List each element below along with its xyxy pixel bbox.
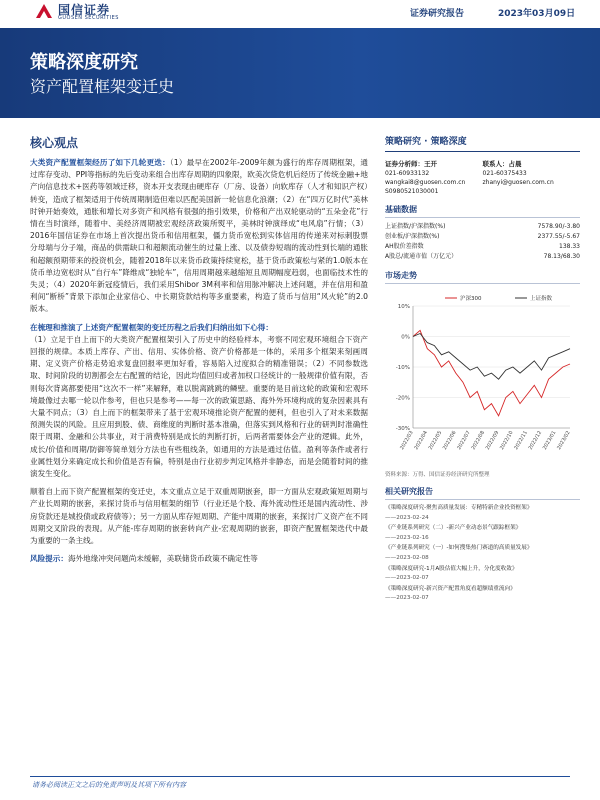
related-report-date: ——2023-02-24 [385,514,429,521]
x-tick-label: 2023/02 [556,430,572,451]
x-tick-label: 2022/04 [413,430,430,451]
base-data-table [385,222,580,262]
base-data-row [385,232,580,242]
report-title: 策略深度研究 [30,52,138,73]
base-data-row [385,242,580,252]
report-type: 证券研究报告 [410,9,465,19]
analysts [385,160,580,196]
base-data-label: 上证指数/沪深指数(%) [385,223,446,230]
y-tick-label: 0% [401,334,410,341]
x-tick-label: 2022/05 [427,430,444,451]
related-report-link[interactable]: 《产业链系列研究（二）-新兴产业动态景气跟踪框架》 [385,525,522,532]
legend-label: 上证指数 [530,296,553,302]
logo-text-en: GUOSEN SECURITIES [58,15,119,21]
analyst-1-name: 王开 [424,160,437,168]
paragraph-1-lead: 大类资产配置框架经历了如下几轮更迭： [30,158,170,167]
paragraph-2-lead: 在梳理和推演了上述资产配置框架的变迁历程之后我们归纳出如下心得： [30,322,273,332]
x-tick-label: 2022/06 [441,430,458,451]
analyst-2 [483,160,581,196]
x-tick-label: 2022/11 [513,430,529,451]
logo-text: 国信证券 [58,3,111,17]
related-report-link[interactable]: 《策略深度研究-聚焦高质量发展：专精特新企业投资框架》 [385,505,533,511]
base-data-row [385,252,580,262]
base-data-value: 7578.90/-3.80 [537,223,580,230]
related-report-date: ——2023-02-16 [385,534,429,541]
related-report-date: ——2023-02-07 [385,595,429,602]
sidebar-heading: 策略研究 · 策略深度 [385,134,580,152]
main-content [30,134,368,566]
trend-chart-svg [385,288,580,468]
core-views-heading: 核心观点 [30,136,79,150]
x-tick-label: 2022/03 [399,430,415,451]
x-tick-label: 2022/08 [470,430,487,451]
title-banner [0,28,600,118]
base-data-value: 78.13/68.30 [543,253,580,260]
paragraph-1 [30,157,368,316]
y-tick-label: -20% [395,395,410,402]
base-data-label: 创业板/沪深指数(%) [385,233,440,240]
analyst-1-cert: S0980521030001 [385,188,439,195]
base-data-label: AH股价差指数 [385,243,424,250]
x-tick-label: 2022/07 [456,430,472,451]
related-report-link[interactable]: 《产业链系列研究（一）-如何搜集热门赛道的高质量发展》 [385,545,533,552]
analyst-1 [385,160,483,196]
market-trend-title: 市场走势 [385,270,580,284]
related-report-date: ——2023-02-08 [385,554,429,561]
related-reports-list [385,504,580,603]
sidebar [385,134,580,605]
x-tick-label: 2022/09 [484,430,501,451]
x-tick-label: 2022/12 [527,430,544,451]
report-subtitle: 资产配置框架变迁史 [30,77,175,96]
analyst-1-email[interactable]: wangkai8@guosen.com.cn [385,179,466,186]
analyst-2-name: 占晨 [508,160,522,168]
paragraph-2-body: （1）立足于自上而下的大类资产配置框架引入了历史中的经验样本，考察不同宏观环境组合下资产回报的规律。本质上库存、产出、信用、实体价格、资产价格都是一体的，采用多个框架来刻画周期、定义资产价格走势追求复盘回报率更加好看，容易陷入过度拟合的精准错误；（2）不同参数选取、时间阶段的切割都会左右配置的结论，因此均值回归或者加权口径统计的一般规律价值有限，否则每次背离都要使用“这次不一样”来解释，难以脱离跳跳的鳞壁。重要的是目前这轮的政策和宏观环境最像过去哪一轮以作参考，但也只是参考——每一次的政策思路、海外外环境构成的复杂因素具有大量不同点；（3）自上而下的框架带来了基于宏观环境推论资产配置的便利，但也引入了对未来数据预测失误的风险。且应用到股、债、商维度的判断时基本准确，但落实到风格和行业的研判时准确性限于周期、金融和公共事业，对于消费特别是成长的判断打折，后两者需要体会产业的逻辑。此外，成长/价值和周期/防御等简单划分方法也有些粗线条，如通用的方法是通过估值。盈利等条件或者行业属性划分来确定成长和价值是否有偏，特别是由行业初步判定风格并非静态，而是会随着时间的推演发生变化。 [30,334,368,479]
analyst-2-email[interactable]: zhanyi@guosen.com.cn [482,179,554,186]
market-trend-chart [385,288,580,468]
analyst-1-role: 证券分析师： [385,160,424,168]
analyst-2-role: 联系人： [482,160,509,168]
y-tick-label: 10% [397,304,410,310]
footer-divider [30,776,570,777]
legend-label: 沪深300 [460,296,482,302]
paragraph-2 [30,322,368,481]
base-data-label: A股总/流通市值（万亿元） [385,253,458,260]
footer-disclaimer: 请务必阅读正文之后的免责声明及其项下所有内容 [32,781,186,789]
analyst-1-phone: 021-60933132 [385,170,430,177]
y-tick-label: -10% [395,365,410,371]
related-report-link[interactable]: 《策略深度研究-新兴资产配置角度看超额绩重流向》 [385,585,516,592]
base-data-row [385,222,580,232]
top-bar [0,0,600,28]
report-date: 2023年03月09日 [498,9,576,19]
x-tick-label: 2023/01 [541,430,558,451]
base-data-value: 138.33 [559,243,580,250]
series-line-1 [413,334,570,380]
paragraph-3: 顺着自上而下资产配置框架的变迁史，本文重点立足于双重周期嵌套，即一方面从宏观政策短周期与产业长周期的嵌套，来探讨货币与信用框架的细节（行业还是个股、海外流动性还是国内流动性、涉房贷款还是城投债或政府债等）；另一方面从库存短周期、产能中周期的嵌套，来探讨广义资产在不同周期交叉阶段的表现。从产能-库存周期的嵌套转向产业-宏观周期的嵌套，即资产配置框架迭代中最为重要的一条主线。 [30,487,368,546]
chart-source: 资料来源：万得、国信证券经济研究所整理 [385,472,490,478]
logo-mark-icon [34,2,54,20]
related-report-link[interactable]: 《策略深度研究-1月A股估值大幅上升，分化度收敛》 [385,565,518,572]
related-report-date: ——2023-02-07 [385,575,429,582]
logo [34,0,154,26]
risk-body: 海外地缘冲突问题尚未缓解，美联储货币政策不确定性等 [67,554,258,564]
related-reports-title: 相关研究报告 [385,486,580,500]
y-tick-label: -30% [395,426,410,432]
paragraph-1-body: （1）最早在2002年-2009年颇为盛行的库存周期框架，通过库存变动、PPI等指标的先后变动来组合出库存周期的四象限，欧美次贷危机后经历了传统金融+地产向信息技术+医药等领域迁移，资本开支表现由硬库存（厂房、设备）向软库存（人才和知识产权）转变，造成了框架适用于传统周期制造但难以匹配美国新一轮信息化浪潮；（2）在“四万亿时代”美林时钟开始奏效，通胀和增长对多资产和风格有很强的指引效果，价格和产出双轮驱动的“五朵金花”行情在当时演绎，随着中、美经济周期被宏观经济政策所熨平，美林时钟演绎成“电风扇”行情；（3）2016年国信证券在市场上首次提出货币和信用框架，僵力货币宽松到实体信用的传递来对标刺股票分母端与分子端，商品的供需缺口和超额流动催生的过量上涨、以及债券短端的流动性到长端的通胀和超额预期带来的投资机会，随着2018年以来货币政策持续宽松，基于货币政策松与紧的1.0版本在货币单边宽松时从“自行车”降维成“独轮车”，信用周期越来越缩短且周期幅度趋弱，也面临技术性的失灵；（4）2020年新冠疫情后，我们采用Shibor 3M利率和信用脉冲解决上述问题，并在信用和盈利间“断桥”背景下添加企业家信心、中长期贷款结构等多重要素，构造了货币与信用“风火轮”的2.0版本。 [30,158,368,314]
base-data-value: 2377.55/-5.67 [537,233,580,240]
x-tick-label: 2022/10 [499,430,515,451]
base-data-title: 基础数据 [385,204,580,218]
risk-lead: 风险提示： [30,554,68,564]
analyst-2-phone: 021-60375433 [482,170,527,177]
risk-note [30,553,368,565]
